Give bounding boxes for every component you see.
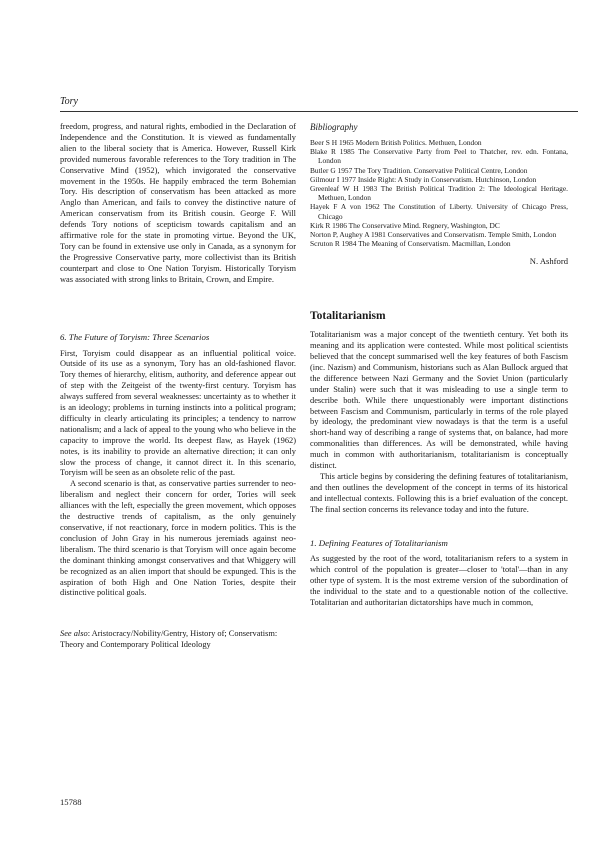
bibliography-entry: Greenleaf W H 1983 The British Political Tradition 2: The Ideological Heritage. Methuen, London [310,183,568,203]
bibliography-entry: Norton P, Aughey A 1981 Conservatives and Conservatism. Temple Smith, London [310,229,557,239]
scenario-paragraph-1: First, Toryism could disappear as an influential political voice. Outside of its use as a synonym, Tory has an old-fashioned flavor. Tory themes of hierarchy, elitism, authority, and deference appear out of step with the Zeitgeist of the twenty-first century. Toryism has always suffered from several weaknesses: uncertainty as to whether it is an ideology; problems in turning instincts into a political program; difficulty in clearly articulating its principles; a tendency to narrow nationalism; and a lack of appeal to the young who who believe in the capacity to improve the world. Its deepest flaw, as Hayek (1962) notes, is its inability to provide an alternative direction; it can only slow the process of change, it cannot direct it. In this scenario, Toryism will be seen as an obsolete relic of the past. [60,348,296,478]
header-rule [60,111,578,112]
totalitarianism-paragraph-3: As suggested by the root of the word, totalitarianism refers to a system in which control of the population is greater—closer to 'total'—than in any other type of system. It is the most extreme version of the subordination of the individual to the state and to a questionable notion of the collective. Totalitarian and authoritarian dictatorships have much in common, [310,554,568,608]
bibliography-entry: Beer S H 1965 Modern British Politics. Methuen, London [310,137,482,147]
scenario-paragraph-2: A second scenario is that, as conservative parties surrender to neo-liberalism and neglect their concern for order, Tories will seek alliances with the left, especially the green movement, which opposes the destructive trends of capitalism, as the only genuinely conservative, if not reactionary, force in modern politics. This is the conclusion of John Gray in his numerous jeremiads against neo-liberalism. The third scenario is that Toryism will once again become the dominant thinking amongst conservatives and that Whiggery will be recognized as an alien import that should be expunged. This is the aspiration of both High and One Nation Tories, despite their distinctive political goals. [60,479,296,598]
running-head: Tory [60,96,78,107]
left-column [60,122,296,651]
defining-features-heading: 1. Defining Features of Totalitarianism [310,537,448,548]
bibliography-title: Bibliography [310,122,358,132]
bibliography-entry: Kirk R 1986 The Conservative Mind. Regnery, Washington, DC [310,220,500,230]
bibliography-list [310,138,568,248]
bibliography-entry: Blake R 1985 The Conservative Party from Peel to Thatcher, rev. edn. Fontana, London [310,147,568,166]
see-also [60,629,296,651]
bibliography-entry: Gilmour I 1977 Inside Right: A Study in Conservatism. Hutchinson, London [310,174,537,184]
article-title: Totalitarianism [310,310,386,323]
author-signature: N. Ashford [529,256,568,267]
tory-intro-paragraph: freedom, progress, and natural rights, embodied in the Declaration of Independence and the Constitution. It is viewed as fundamentally alien to the liberal society that is America. However, Russell Kirk provided numerous favorable references to the Tory tradition in The Conservative Mind (1952), which invigorated the conservative movement in the 1950s. He happily embraced the term Bohemian Tory. His description of conservatism has been attacked as more Anglo than American, and fails to convey the distinctive nature of American conservatism from its British cousin. George F. Will defends Tory notions of scepticism towards capitalism and an affirmative role for the state in promoting virtue. Beyond the UK, Tory can be found in extensive use only in Canada, as a synonym for the Progressive Conservative party, more collectivist than its British counterpart and close to One Nation Toryism. Historically Toryism was associated with strong links to Britain, Crown, and Empire. [60,122,296,284]
see-also-text: : Aristocracy/Nobility/Gentry, History of; Conservatism: Theory and Contemporary Political Ideology [60,629,278,650]
page-number: 15788 [60,797,82,807]
totalitarianism-paragraph-1: Totalitarianism was a major concept of the twentieth century. Yet both its meaning and its application were contested. While most political scientists believed that the concept summarised well the key features of both Fascism (inc. Nazism) and Communism, historians such as Alan Bullock argued that the difference between Nazi Germany and the Soviet Union (particularly under Stalin) were such that it was misleading to use a single term to describe both. While there unquestionably were important distinctions between Fascism and Communism, particularly in terms of the role played by ideology, the predominant view nowadays is that the term is a useful short-hand way of describing a range of systems that, on balance, had more commonalities than differences. As will be demonstrated, while having much in common with authoritarianism, totalitarianism is conceptually distinct. [310,330,568,471]
bibliography-entry: Scruton R 1984 The Meaning of Conservatism. Macmillan, London [310,239,511,249]
bibliography-entry: Hayek F A von 1962 The Constitution of Liberty. University of Chicago Press, Chicago [310,202,568,221]
future-of-toryism-heading: 6. The Future of Toryism: Three Scenarios [60,331,210,342]
bibliography-entry: Butler G 1957 The Tory Tradition. Conservative Political Centre, London [310,165,528,175]
see-also-label: See also [60,629,88,639]
totalitarianism-paragraph-2: This article begins by considering the defining features of totalitarianism, and then outlines the development of the concept in terms of its historical and intellectual contexts. Following this is a brief evaluation of the concept. The final section concerns its relevance today and into the future. [310,471,568,514]
right-column [310,122,568,609]
